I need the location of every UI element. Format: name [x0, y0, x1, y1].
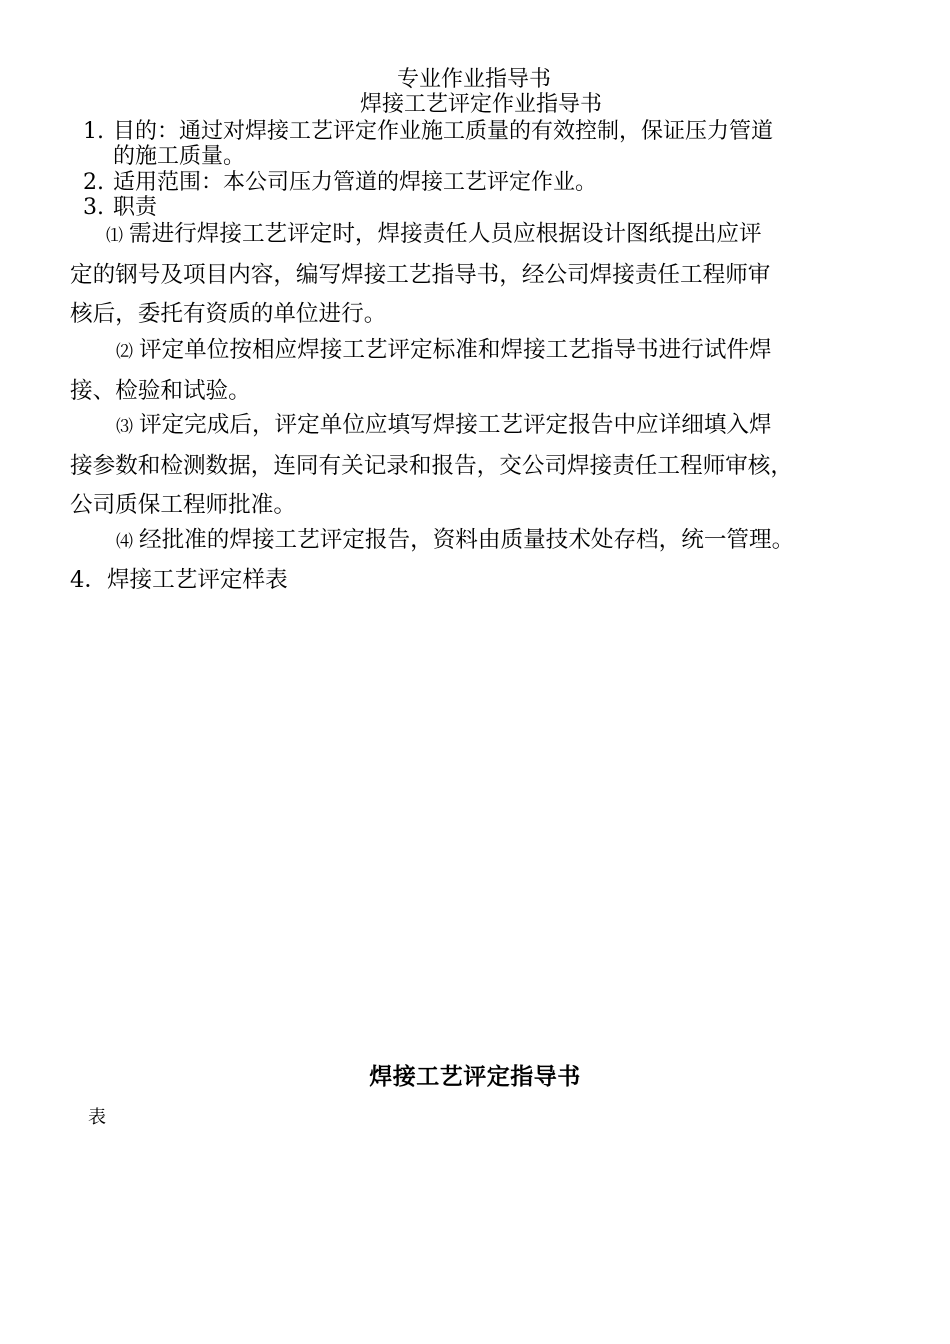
duty-3-line-2: 接参数和检测数据，连同有关记录和报告，交公司焊接责任工程师审核，	[70, 453, 793, 479]
duty-2-marker: ⑵	[116, 342, 133, 362]
section-1-number: 1.	[83, 119, 104, 144]
duty-4-marker: ⑷	[116, 532, 133, 552]
form-table-label: 表	[88, 1107, 106, 1128]
section-1	[83, 120, 773, 144]
duty-3-marker: ⑶	[116, 417, 133, 437]
duty-4-line-1-text: 经批准的焊接工艺评定报告，资料由质量技术处存档，统一管理。	[139, 527, 795, 553]
duty-1-line-3: 核后，委托有资质的单位进行。	[70, 301, 387, 327]
document-subtitle: 焊接工艺评定作业指导书	[359, 92, 602, 117]
duty-1-line-2: 定的钢号及项目内容，编写焊接工艺指导书，经公司焊接责任工程师审	[70, 262, 771, 288]
document-title: 专业作业指导书	[396, 67, 551, 92]
section-2-number: 2.	[83, 170, 104, 195]
section-1-text: 目的：通过对焊接工艺评定作业施工质量的有效控制，保证压力管道	[113, 119, 774, 144]
duty-1-marker: ⑴	[106, 226, 123, 246]
form-title: 焊接工艺评定指导书	[369, 1064, 581, 1090]
duty-2-line-1-text: 评定单位按相应焊接工艺评定标准和焊接工艺指导书进行试件焊	[139, 337, 772, 363]
section-3-number: 3.	[83, 195, 104, 220]
section-2-text: 适用范围：本公司压力管道的焊接工艺评定作业。	[113, 170, 598, 195]
duty-paragraph-4	[70, 521, 900, 562]
duty-3-line-3: 公司质保工程师批准。	[70, 492, 296, 518]
duty-paragraph-2	[70, 331, 900, 411]
duty-1-line-1	[70, 215, 900, 256]
duty-2-line-1	[70, 331, 900, 372]
duty-4-line-1	[70, 521, 900, 562]
section-1-continuation: 的施工质量。	[113, 144, 246, 169]
section-2	[83, 171, 597, 195]
duty-paragraph-3	[70, 406, 900, 525]
duty-3-line-1	[70, 406, 900, 447]
duty-1-line-1-text: 需进行焊接工艺评定时，焊接责任人员应根据设计图纸提出应评	[129, 221, 762, 247]
duty-paragraph-1	[70, 215, 900, 334]
section-3-text: 职责	[113, 195, 158, 220]
section-4-heading: 4．焊接工艺评定样表	[70, 567, 288, 593]
duty-3-line-1-text: 评定完成后，评定单位应填写焊接工艺评定报告中应详细填入焊	[139, 412, 772, 438]
duty-2-line-2: 接、检验和试验。	[70, 378, 251, 404]
